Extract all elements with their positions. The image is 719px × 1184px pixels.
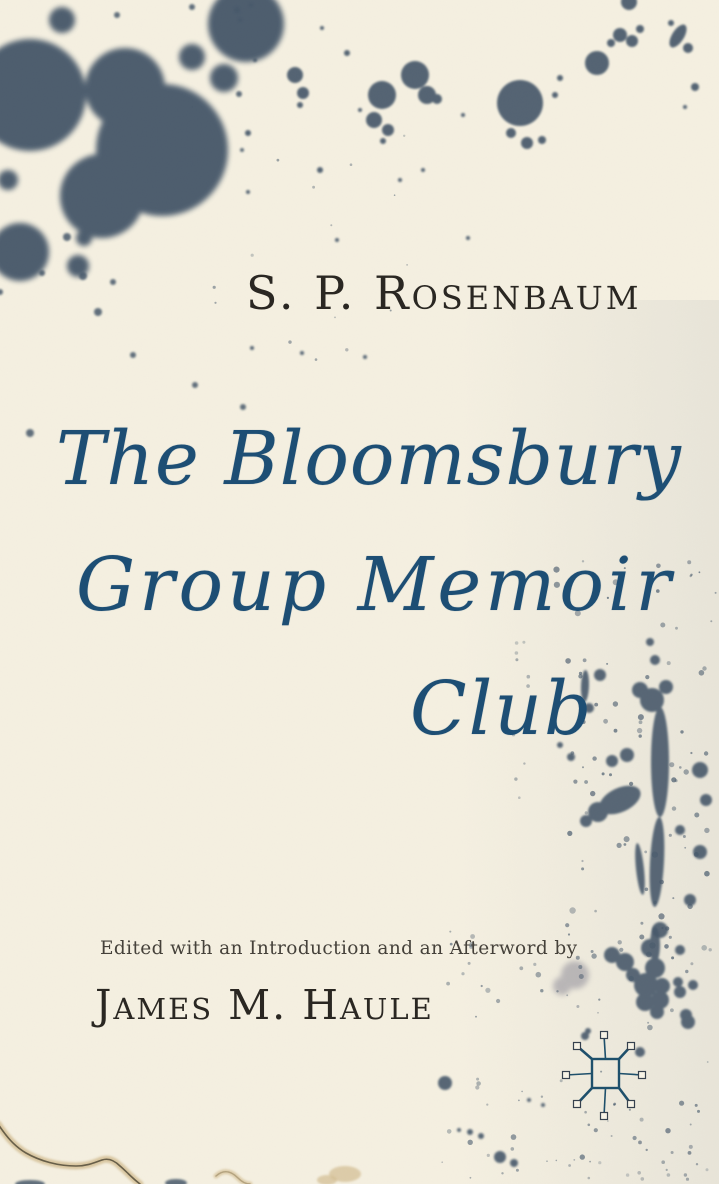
title-line-1: The Bloomsbury xyxy=(56,416,682,502)
title-line-3: Club xyxy=(410,666,594,752)
author-name: S. P. Rosenbaum xyxy=(246,266,642,320)
editor-name: James M. Haule xyxy=(95,981,434,1029)
title-line-2: Group Memoir xyxy=(76,542,675,628)
edited-by-line: Edited with an Introduction and an Afterword by xyxy=(100,938,578,959)
